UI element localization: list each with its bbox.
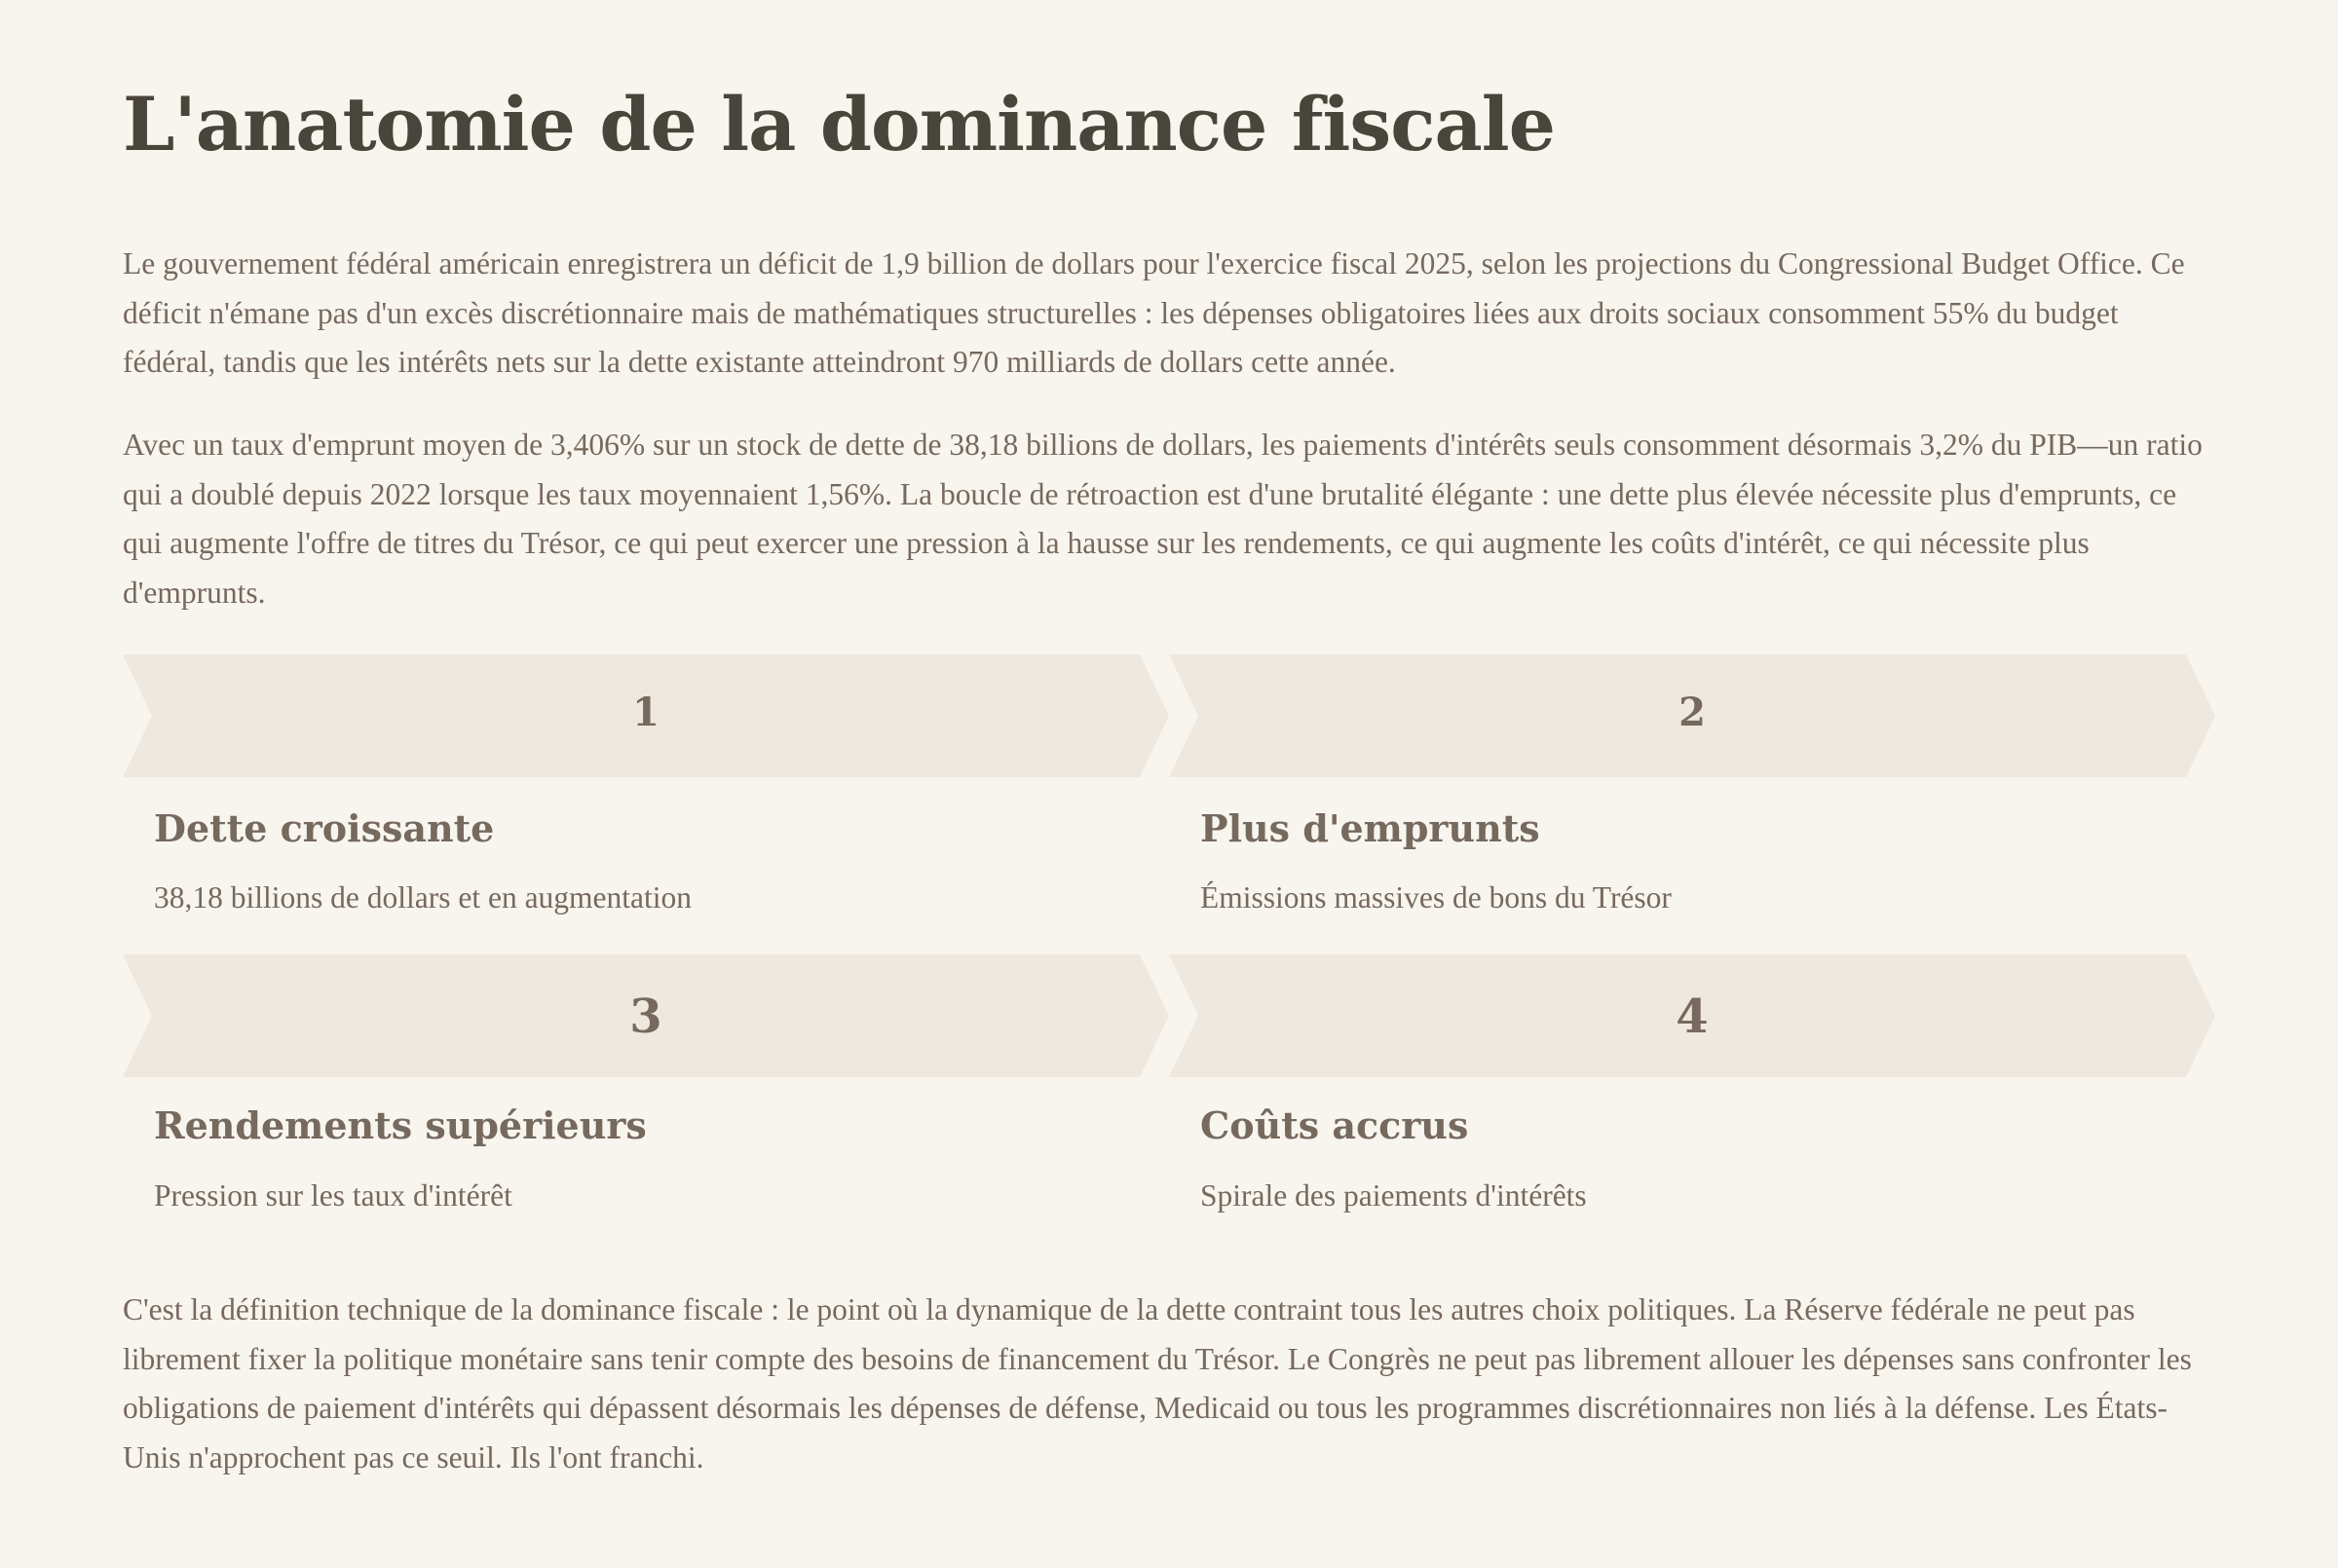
step-description: 38,18 billions de dollars et en augmentation (154, 880, 693, 915)
step-description: Émissions massives de bons du Trésor (1200, 880, 1672, 915)
step-title: Plus d'emprunts (1200, 806, 1540, 850)
conclusion-paragraph: C'est la définition technique de la dominance fiscale : le point où la dynamique de la dette contraint tous les autres choix politiques. La Réserve fédérale ne peut pas librement fixer la politique monétaire sans tenir compte des besoins de financement du Trésor. Le Congrès ne peut pas librement allouer les dépenses sans confronter les obligations de paiement d'intérêts qui dépassent désormais les dépenses de défense, Medicaid ou tous les programmes discrétionnaires non liés à la défense. Les États-Unis n'approchent pas ce seuil. Ils l'ont franchi. (123, 1292, 2192, 1475)
step-description: Spirale des paiements d'intérêts (1200, 1178, 1587, 1213)
step-number: 3 (629, 989, 662, 1044)
intro-paragraph: Le gouvernement fédéral américain enregistrera un déficit de 1,9 billion de dollars pour l'exercice fiscal 2025, selon les projections du Congressional Budget Office. Ce déficit n'émane pas d'un excès discrétionnaire mais de mathématiques structurelles : les dépenses obligatoires liées aux droits sociaux consomment 55% du budget fédéral, tandis que les intérêts nets sur la dette existante atteindront 970 milliards de dollars cette année. (123, 246, 2185, 379)
step-number: 2 (1678, 690, 1706, 735)
step-number: 1 (632, 690, 660, 735)
step-number: 4 (1676, 989, 1709, 1044)
step-title: Rendements supérieurs (154, 1103, 647, 1147)
step-title: Dette croissante (154, 806, 495, 850)
page-title: L'anatomie de la dominance fiscale (123, 81, 1555, 168)
step-title: Coûts accrus (1200, 1103, 1469, 1147)
second-paragraph: Avec un taux d'emprunt moyen de 3,406% sur un stock de dette de 38,18 billions de dollars, les paiements d'intérêts seuls consomment désormais 3,2% du PIB—un ratio qui a doublé depuis 2022 lorsque les taux moyennaient 1,56%. La boucle de rétroaction est d'une brutalité élégante : une dette plus élevée nécessite plus d'emprunts, ce qui augmente l'offre de titres du Trésor, ce qui peut exercer une pression à la hausse sur les rendements, ce qui augmente les coûts d'intérêt, ce qui nécessite plus d'emprunts. (123, 428, 2203, 610)
step-description: Pression sur les taux d'intérêt (154, 1178, 512, 1213)
